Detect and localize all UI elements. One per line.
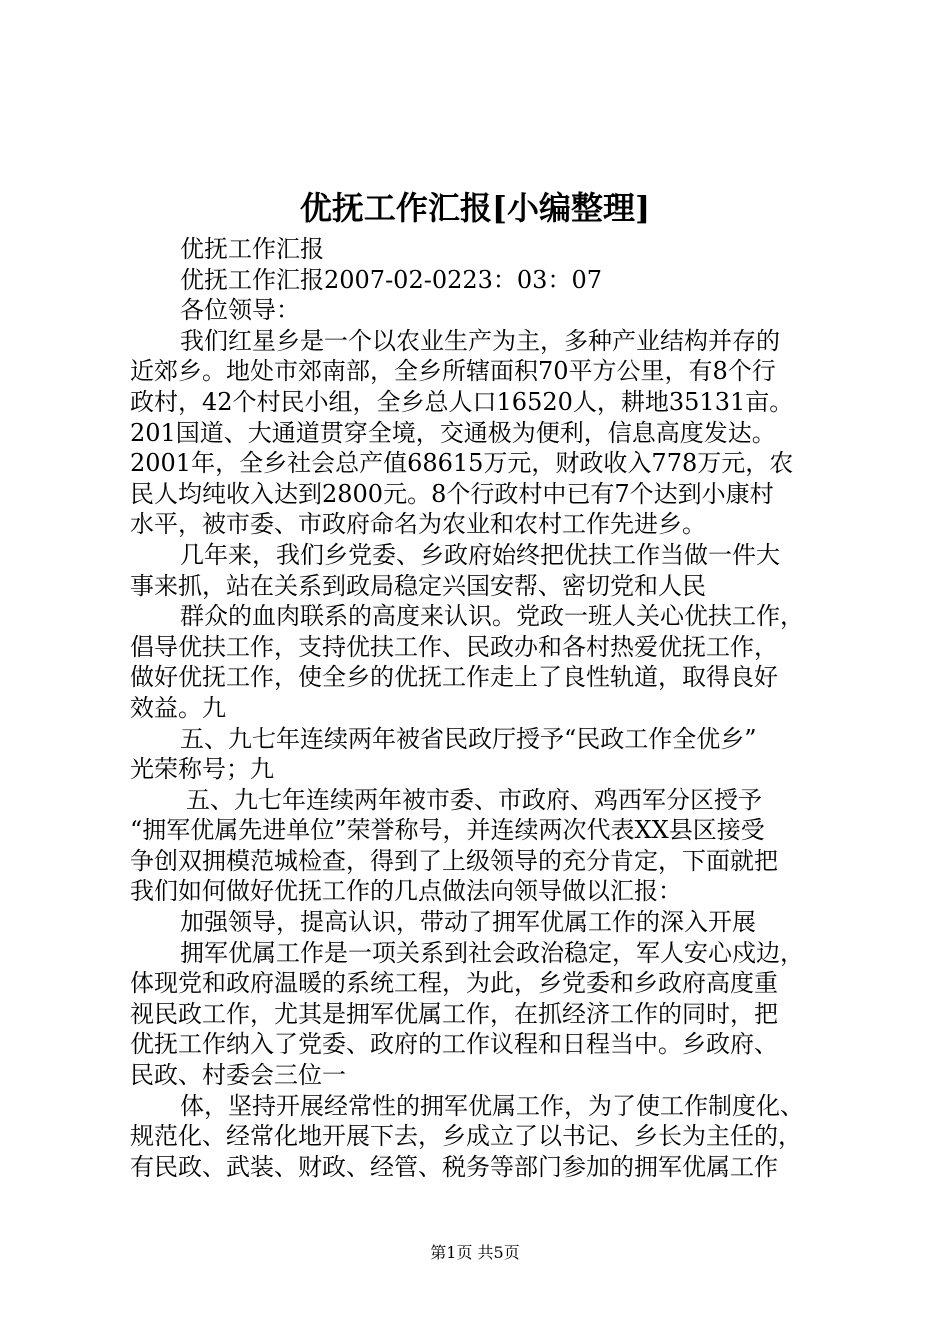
paragraph-line: 优抚工作纳入了党委、政府的工作议程和日程当中。乡政府、 [130,1030,778,1059]
paragraph-line: 几年来，我们乡党委、乡政府始终把优扶工作当做一件大 [180,540,780,569]
paragraph-line: 规范化、经常化地开展下去，乡成立了以书记、乡长为主任的， [130,1122,802,1151]
paragraph-line: 倡导优扶工作，支持优扶工作、民政办和各村热爱优抚工作， [130,632,778,661]
paragraph-line: 近郊乡。地处市郊南部，全乡所辖面积70平方公里，有8个行 [130,357,776,386]
paragraph-line: 优抚工作汇报2007-02-0223：03：07 [180,265,602,294]
paragraph-line: 我们红星乡是一个以农业生产为主，多种产业结构并存的 [180,326,780,355]
paragraph-line: 水平，被市委、市政府命名为农业和农村工作先进乡。 [130,510,706,539]
paragraph-line: 2001年，全乡社会总产值68615万元，财政收入778万元，农 [130,449,794,478]
paragraph-line: 我们如何做好优抚工作的几点做法向领导做以汇报： [130,877,682,906]
document-title: 优抚工作汇报[小编整理] [299,189,651,227]
paragraph-line: 民政、村委会三位一 [130,1061,346,1090]
document-body [130,234,830,1182]
paragraph-line: 群众的血肉联系的高度来认识。党政一班人关心优扶工作， [180,602,804,631]
paragraph-line: 拥军优属工作是一项关系到社会政治稳定，军人安心戍边， [180,938,804,967]
paragraph-line: 争创双拥模范城检查，得到了上级领导的充分肯定，下面就把 [130,846,778,875]
paragraph-line: 五、九七年连续两年被省民政厅授予“民政工作全优乡” [180,724,757,753]
paragraph-line: 五、九七年连续两年被市委、市政府、鸡西军分区授予 [186,785,762,814]
page-footer: 第1页 共5页 [430,1243,520,1262]
paragraph-line: 民人均纯收入达到2800元。8个行政村中已有7个达到小康村 [130,479,774,508]
paragraph-line: 政村，42个村民小组，全乡总人口16520人，耕地35131亩。 [130,387,794,416]
paragraph-line: 优抚工作汇报 [180,235,324,263]
paragraph-line: 体，坚持开展经常性的拥军优属工作，为了使工作制度化、 [180,1091,804,1120]
section-heading: 加强领导，提高认识，带动了拥军优属工作的深入开展 [180,908,756,937]
paragraph-line: 体现党和政府温暖的系统工程，为此，乡党委和乡政府高度重 [130,969,778,998]
paragraph-line: “拥军优属先进单位”荣誉称号，并连续两次代表XX县区接受 [130,816,765,845]
paragraph-line: 各位领导： [180,296,300,325]
paragraph-line: 201国道、大通道贯穿全境，交通极为便利，信息高度发达。 [130,418,776,447]
paragraph-line: 视民政工作，尤其是拥军优属工作，在抓经济工作的同时，把 [130,999,778,1028]
paragraph-line: 有民政、武装、财政、经管、税务等部门参加的拥军优属工作 [130,1152,778,1181]
paragraph-line: 光荣称号；九 [130,755,274,784]
paragraph-line: 事来抓，站在关系到政局稳定兴国安帮、密切党和人民 [130,571,706,600]
paragraph-line: 效益。九 [130,693,226,722]
paragraph-line: 做好优抚工作，使全乡的优抚工作走上了良性轨道，取得良好 [130,663,778,692]
